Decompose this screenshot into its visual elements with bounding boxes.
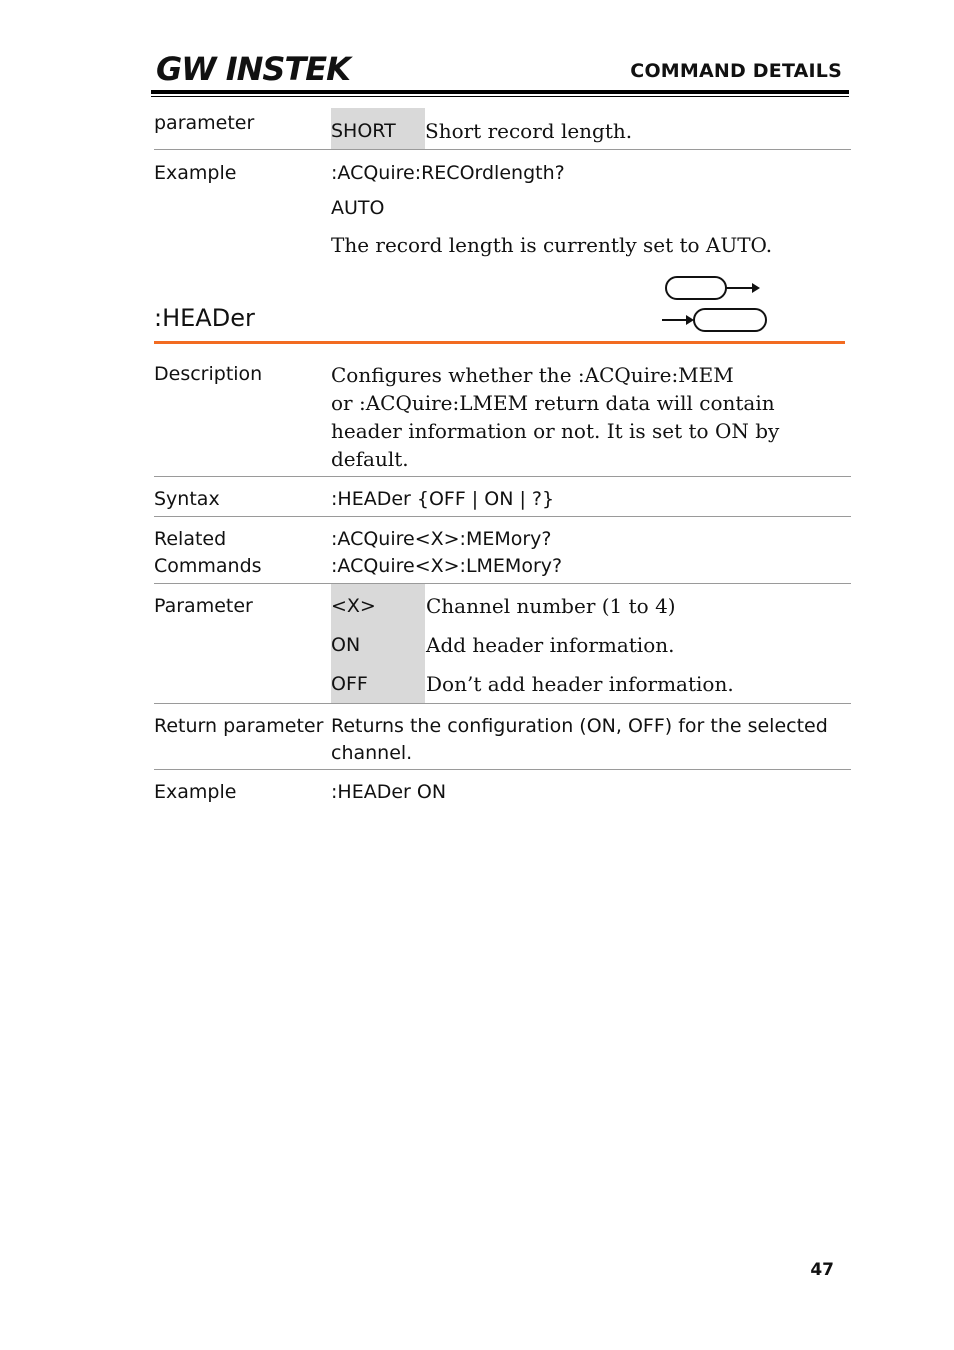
return-line: Returns the configuration (ON, OFF) for the selected bbox=[331, 715, 828, 737]
description-label: Description bbox=[154, 363, 263, 385]
return-label: Return parameter bbox=[154, 715, 324, 737]
divider bbox=[154, 703, 851, 704]
page-number: 47 bbox=[810, 1260, 834, 1280]
prev-example-query: :ACQuire:RECOrdlength? bbox=[331, 162, 565, 184]
divider bbox=[154, 149, 851, 150]
parameter-row bbox=[154, 584, 851, 703]
parameter-key: OFF bbox=[331, 673, 368, 695]
syntax-label: Syntax bbox=[154, 488, 220, 510]
return-line: channel. bbox=[331, 742, 413, 764]
example-row bbox=[154, 779, 851, 809]
command-title: :HEADer bbox=[154, 304, 255, 332]
prev-parameter-row bbox=[154, 108, 851, 149]
example-label: Example bbox=[154, 781, 237, 803]
return-row bbox=[154, 713, 851, 770]
related-command: :ACQuire<X>:LMEMory? bbox=[331, 555, 563, 577]
parameter-label: Parameter bbox=[154, 595, 253, 617]
description-line: header information or not. It is set to ON by bbox=[331, 419, 780, 443]
related-row bbox=[154, 526, 851, 583]
set-query-icons bbox=[660, 272, 770, 336]
header-rule-thin bbox=[151, 96, 849, 97]
related-label: Related bbox=[154, 528, 227, 550]
divider bbox=[154, 769, 851, 770]
parameter-key: <X> bbox=[331, 595, 376, 617]
syntax-row bbox=[154, 486, 851, 516]
section-title: COMMAND DETAILS bbox=[630, 60, 842, 82]
header-rule bbox=[151, 90, 849, 94]
parameter-key: ON bbox=[331, 634, 361, 656]
prev-parameter-key: SHORT bbox=[331, 108, 425, 149]
related-label: Commands bbox=[154, 555, 262, 577]
parameter-desc: Don’t add header information. bbox=[426, 672, 734, 696]
related-command: :ACQuire<X>:MEMory? bbox=[331, 528, 552, 550]
description-line: default. bbox=[331, 447, 409, 471]
gw-instek-logo bbox=[156, 50, 350, 88]
divider bbox=[154, 516, 851, 517]
prev-example-row bbox=[154, 158, 851, 268]
description-row bbox=[154, 361, 851, 476]
parameter-desc: Channel number (1 to 4) bbox=[426, 594, 676, 618]
divider bbox=[154, 476, 851, 477]
description-line: Configures whether the :ACQuire:MEM bbox=[331, 363, 734, 387]
set-command-icon bbox=[666, 277, 760, 299]
prev-parameter-label: parameter bbox=[154, 112, 255, 134]
svg-text:GW INSTEK: GW INSTEK bbox=[156, 50, 350, 88]
prev-parameter-desc: Short record length. bbox=[425, 119, 633, 143]
example-value: :HEADer ON bbox=[331, 781, 447, 803]
prev-example-explanation: The record length is currently set to AUTO. bbox=[331, 233, 773, 257]
prev-example-label: Example bbox=[154, 162, 237, 184]
command-title-rule bbox=[154, 341, 845, 344]
prev-example-response: AUTO bbox=[331, 197, 385, 219]
parameter-desc: Add header information. bbox=[426, 633, 675, 657]
description-line: or :ACQuire:LMEM return data will contain bbox=[331, 391, 775, 415]
query-command-icon bbox=[662, 309, 766, 331]
syntax-value: :HEADer {OFF | ON | ?} bbox=[331, 488, 555, 510]
